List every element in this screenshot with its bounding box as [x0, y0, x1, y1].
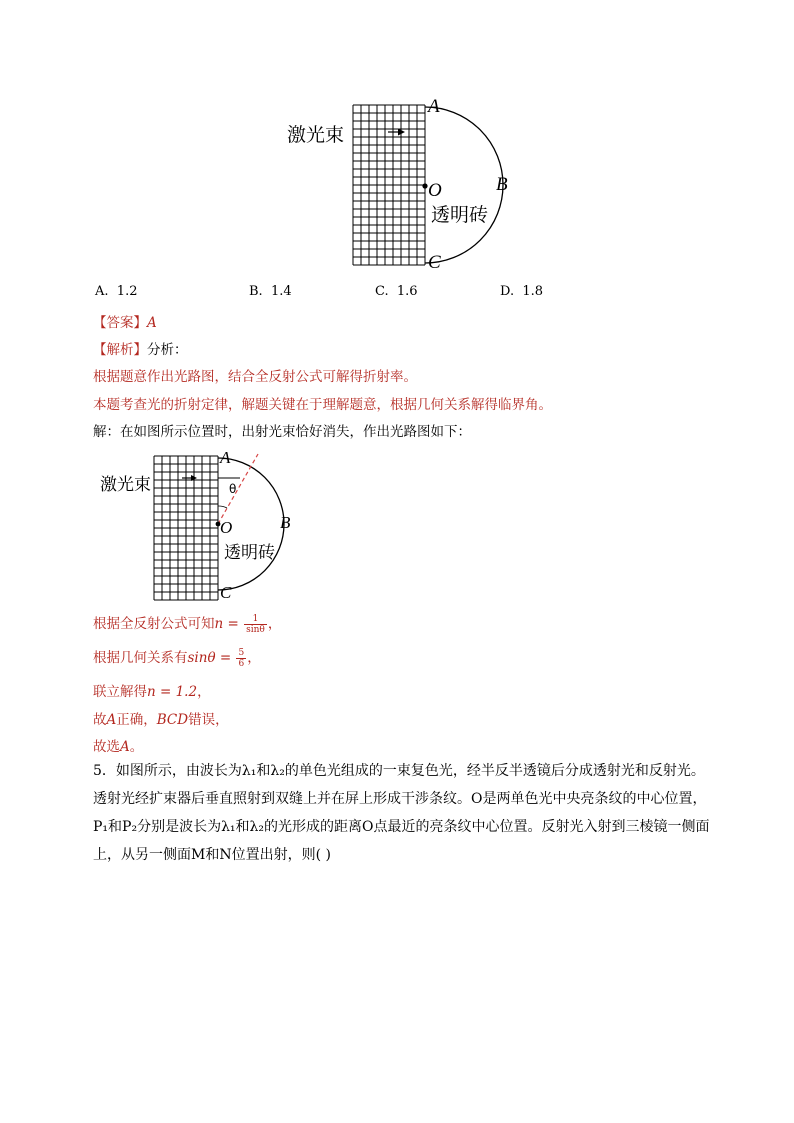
option-d: D. 1.8 [500, 284, 544, 299]
point-c-label: C [220, 583, 232, 602]
option-c: C. 1.6 [375, 284, 418, 299]
analysis-text-1: 根据题意作出光路图，结合全反射公式可解得折射率。 [93, 369, 417, 385]
option-b: B. 1.4 [249, 284, 292, 299]
analysis-text-2: 本题考查光的折射定律，解题关键在于理解题意，根据几何关系解得临界角。 [93, 397, 552, 413]
question-5-line-4: 上，从另一侧面M和N位置出射，则( ) [93, 847, 331, 863]
question-5-line-3: P₁和P₂分别是波长为λ₁和λ₂的光形成的距离O点最近的亮条纹中心位置。反射光入射到三棱镜一侧面 [93, 819, 710, 835]
answer-line [93, 311, 157, 331]
theta-arc [218, 506, 227, 508]
answer-value: A [147, 315, 157, 331]
option-a: A. 1.2 [95, 284, 138, 299]
question-5-line-1: 5．如图所示，由波长为λ₁和λ₂的单色光组成的一束复色光，经半反半透镜后分成透射光和反射光。 [93, 763, 705, 779]
center-point [422, 183, 427, 188]
point-a-label: A [428, 96, 440, 117]
analysis-line [93, 338, 188, 358]
point-c-label: C [428, 252, 441, 273]
point-o-label: O [220, 518, 233, 537]
theta-label: θ [229, 482, 237, 496]
solution-intro: 解：在如图所示位置时，出射光束恰好消失，作出光路图如下： [93, 424, 471, 440]
formula-line-1: 根据全反射公式可知n = $\frac{1}{\sin\theta}$ ， [93, 614, 282, 635]
laser-beam-label: 激光束 [100, 475, 151, 495]
formula-line-4: 故A正确，BCD错误， [93, 712, 229, 728]
laser-beam-label: 激光束 [287, 124, 345, 146]
brick-label: 透明砖 [431, 204, 489, 226]
answer-label: 【答案】 [93, 315, 147, 331]
point-b-label: B [496, 174, 508, 195]
formula-line-5: 故选A。 [93, 739, 144, 755]
question-5-line-2: 透射光经扩束器后垂直照射到双缝上并在屏上形成干涉条纹。O是两单色光中央亮条纹的中心位置， [93, 791, 707, 807]
point-o-label: O [428, 180, 442, 201]
analysis-head: 分析： [147, 342, 188, 358]
formula-line-3: 联立解得n = 1.2， [93, 684, 211, 700]
analysis-label: 【解析】 [93, 342, 147, 358]
point-b-label: B [280, 513, 291, 532]
brick-label: 透明砖 [224, 543, 275, 563]
point-a-label: A [220, 448, 231, 467]
formula-line-2: 根据几何关系有sinθ = $\frac{5}{6}$ ， [93, 648, 261, 669]
